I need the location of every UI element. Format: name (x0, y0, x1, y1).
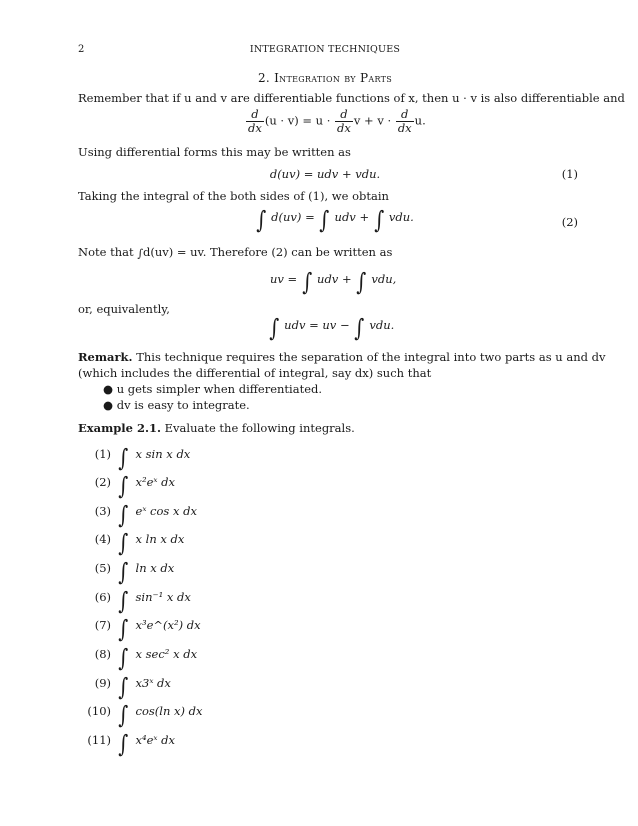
integral-sign: ∫ (319, 206, 330, 234)
example-item (85, 500, 197, 530)
example-item-number: (7) (94, 618, 111, 632)
eq-product-end: u. (414, 113, 426, 128)
paragraph-taking-integral: Taking the integral of the both sides of (1), we obtain (78, 189, 389, 203)
fraction-d-dx: $\frac{d}{dx}$ (248, 107, 262, 136)
example-item (85, 700, 202, 730)
example-item (85, 471, 175, 501)
eq2-part-a: d(uv) = (271, 210, 315, 224)
integral-sign: ∫ (118, 558, 129, 586)
integral-sign: ∫ (118, 529, 129, 557)
example-item-expr: x ln x dx (135, 532, 185, 546)
example-text: Evaluate the following integrals. (164, 421, 355, 435)
eq3-part-b: udv + (317, 272, 352, 286)
example-item (85, 528, 184, 558)
bullet-icon: ● (103, 382, 114, 396)
example-item (85, 586, 191, 616)
example-item-number: (3) (94, 504, 111, 518)
remark-line-1 (78, 350, 605, 364)
example-item-number: (1) (94, 447, 111, 461)
eq-product-mid: v + v · (353, 113, 392, 128)
integral-sign: ∫ (118, 615, 129, 643)
eq2-part-c: vdu. (388, 210, 414, 224)
example-item (85, 672, 171, 702)
bullet-text: dv is easy to integrate. (116, 398, 250, 412)
example-item-number: (9) (94, 676, 111, 690)
equation-2-number: (2) (561, 215, 578, 229)
example-heading (78, 421, 355, 435)
example-item (85, 557, 174, 587)
example-item-expr: x⁴eˣ dx (135, 733, 176, 747)
eq2-part-b: udv + (334, 210, 370, 224)
integral-sign: ∫ (374, 206, 385, 234)
example-item-number: (8) (94, 647, 111, 661)
paragraph-note (78, 245, 392, 259)
example-item-expr: cos(ln x) dx (135, 704, 203, 718)
paragraph-intro: Remember that if u and v are differentiable functions of x, then u · v is also differentiable and (78, 91, 625, 105)
integral-sign: ∫ (137, 247, 143, 260)
example-item-expr: sin⁻¹ x dx (135, 590, 191, 604)
remark-label: Remark. (78, 350, 133, 364)
example-item-expr: x sin x dx (135, 447, 191, 461)
example-item (85, 614, 201, 644)
integral-sign: ∫ (302, 268, 313, 296)
integral-sign: ∫ (356, 268, 367, 296)
eq-product-lhs: (u · v) = u · (264, 113, 331, 128)
integral-sign: ∫ (118, 444, 129, 472)
equation-product-rule (245, 108, 426, 135)
remark-line-2: (which includes the differential of integral, say dx) such that (78, 366, 432, 380)
integral-sign: ∫ (118, 673, 129, 701)
eq4-part-b: vdu. (369, 318, 395, 332)
example-item-number: (6) (94, 590, 111, 604)
integral-sign: ∫ (354, 314, 365, 342)
example-item-expr: ln x dx (135, 561, 175, 575)
bullet-item (103, 398, 250, 412)
bullet-item (103, 382, 322, 396)
note-text-b: d(uv) = uv. Therefore (2) can be written as (142, 245, 393, 259)
section-title: 2. Integration by Parts (257, 71, 393, 85)
example-item-number: (2) (94, 475, 111, 489)
equation-1-number: (1) (561, 167, 578, 181)
example-label: Example 2.1. (78, 421, 161, 435)
fraction-d-dx: $\frac{d}{dx}$ (397, 107, 412, 136)
integral-sign: ∫ (118, 501, 129, 529)
bullet-icon: ● (103, 398, 114, 412)
example-item-expr: x3ˣ dx (135, 676, 171, 690)
example-item-expr: x sec² x dx (135, 647, 198, 661)
paragraph-differential-forms: Using differential forms this may be written as (78, 145, 351, 159)
example-item-expr: x³e^(x²) dx (135, 618, 201, 632)
page-number: 2 (78, 44, 85, 55)
example-item-number: (5) (94, 561, 111, 575)
fraction-d-dx: $\frac{d}{dx}$ (337, 107, 351, 136)
example-item-number: (10) (87, 704, 111, 718)
example-item (85, 643, 197, 673)
example-item-expr: x²eˣ dx (135, 475, 176, 489)
integral-sign: ∫ (256, 206, 267, 234)
eq3-part-c: vdu, (371, 272, 397, 286)
bullet-text: u gets simpler when differentiated. (116, 382, 323, 396)
example-item (85, 443, 190, 473)
remark-text-1: This technique requires the separation of the integral into two parts as u and dv (136, 350, 606, 364)
equation-2 (255, 208, 414, 232)
running-header: INTEGRATION TECHNIQUES (249, 44, 401, 55)
equation-3 (270, 270, 396, 294)
equation-4 (268, 316, 394, 340)
integral-sign: ∫ (118, 587, 129, 615)
equation-1: d(uv) = udv + vdu. (269, 167, 381, 181)
paragraph-equivalently: or, equivalently, (78, 302, 170, 316)
integral-sign: ∫ (118, 644, 129, 672)
integral-sign: ∫ (118, 730, 129, 758)
example-item (85, 729, 175, 759)
integral-sign: ∫ (118, 701, 129, 729)
eq4-part-a: udv = uv − (284, 318, 350, 332)
integral-sign: ∫ (118, 472, 129, 500)
eq3-part-a: uv = (270, 272, 298, 286)
example-item-number: (4) (94, 532, 111, 546)
example-item-number: (11) (87, 733, 111, 747)
note-text-a: Note that (78, 245, 134, 259)
example-item-expr: eˣ cos x dx (135, 504, 197, 518)
integral-sign: ∫ (269, 314, 280, 342)
